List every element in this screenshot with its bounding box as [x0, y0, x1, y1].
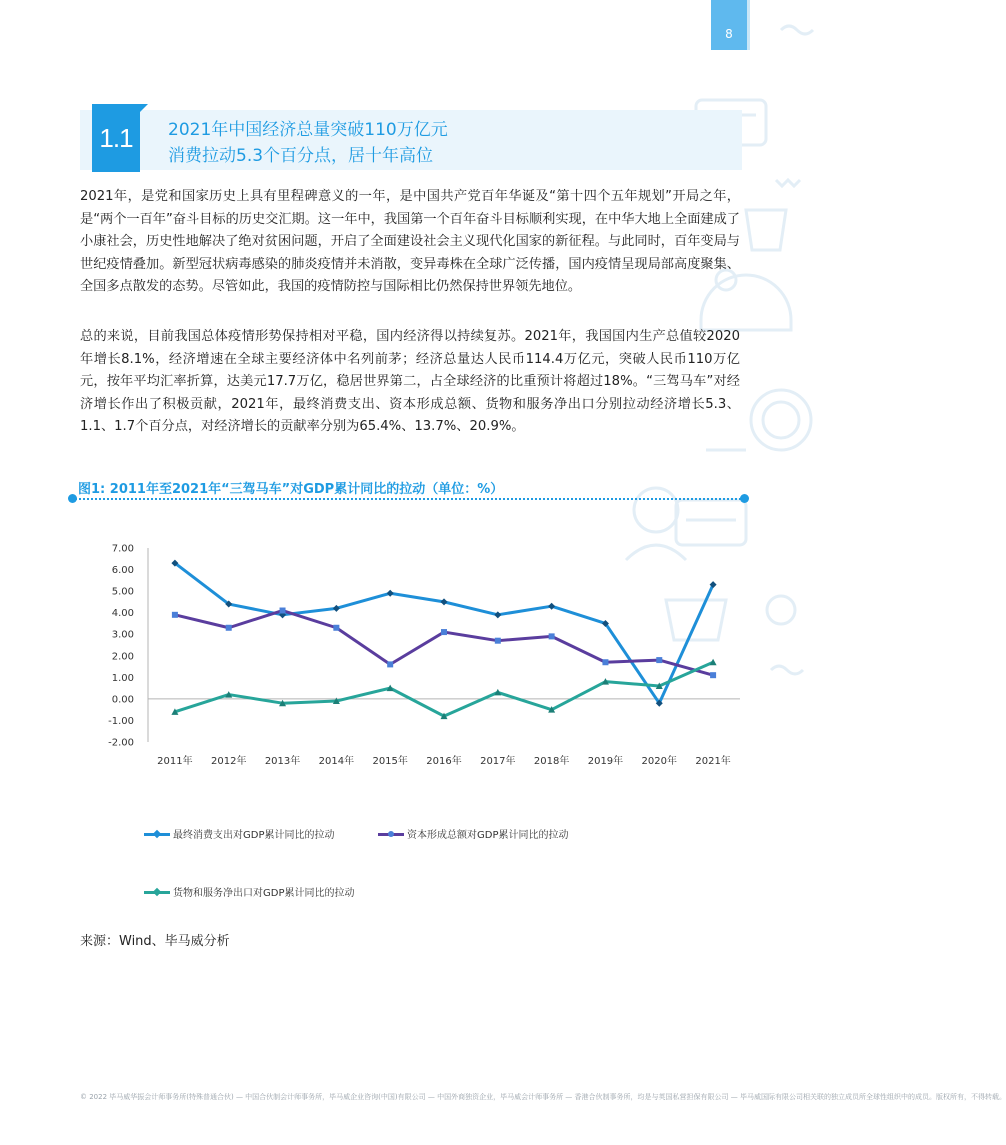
series-point-1 — [441, 629, 447, 635]
series-point-0 — [333, 605, 340, 612]
series-point-1 — [656, 657, 662, 663]
paragraph-1: 2021年，是党和国家历史上具有里程碑意义的一年，是中国共产党百年华诞及“第十四个五年规划”开局之年，是“两个一百年”奋斗目标的历史交汇期。这一年中，我国第一个百年奋斗目标顺利实现，在中华大地上全面建成了小康社会，历史性地解决了绝对贫困问题，开启了全面建设社会主义现代化国家的新征程。与此同时，百年变局与世纪疫情叠加。新型冠状病毒感染的肺炎疫情并未消散，变异毒株在全球广泛传播，国内疫情呈现局部高度聚集、全国多点散发的态势。尽管如此，我国的疫情防控与国际相比仍然保持世界领先地位。 — [80, 189, 740, 295]
page-number: 8 — [711, 0, 747, 50]
figure-rule — [72, 498, 744, 500]
legend-swatch-consumption — [144, 829, 170, 839]
legend-label-consumption: 最终消费支出对GDP累计同比的拉动 — [173, 830, 335, 841]
section-title-line1: 2021年中国经济总量突破110万亿元 — [168, 120, 448, 140]
y-tick-label: 5.00 — [111, 586, 134, 598]
x-tick-label: 2017年 — [480, 756, 516, 767]
series-point-1 — [602, 659, 608, 665]
series-point-1 — [226, 625, 232, 631]
y-tick-label: 7.00 — [111, 543, 134, 555]
x-tick-label: 2013年 — [264, 756, 301, 767]
x-tick-label: 2011年 — [157, 756, 193, 767]
y-tick-label: 4.00 — [111, 608, 134, 620]
source-note: 来源：Wind、毕马威分析 — [80, 934, 230, 949]
legend-swatch-capital — [378, 829, 404, 839]
legend-item-capital — [378, 826, 568, 841]
page-tab-accent — [747, 0, 750, 50]
y-tick-label: 1.00 — [111, 672, 134, 684]
x-tick-label: 2020年 — [641, 756, 677, 767]
x-tick-label: 2015年 — [372, 756, 408, 767]
y-tick-label: -1.00 — [108, 715, 134, 727]
y-tick-label: 6.00 — [111, 565, 134, 577]
x-tick-label: 2019年 — [587, 756, 624, 767]
legend-item-consumption — [144, 826, 334, 841]
series-line-2 — [175, 662, 713, 716]
x-tick-label: 2016年 — [426, 756, 462, 767]
legend-item-net-exports — [144, 884, 354, 899]
series-point-0 — [387, 590, 394, 597]
x-tick-label: 2018年 — [533, 756, 570, 767]
y-tick-label: 0.00 — [111, 694, 134, 706]
section-title-line2: 消费拉动5.3个百分点，居十年高位 — [168, 146, 434, 166]
series-point-0 — [494, 611, 501, 618]
y-tick-label: -2.00 — [108, 737, 134, 749]
series-point-1 — [710, 672, 716, 678]
series-point-0 — [441, 598, 448, 605]
section-number-corner — [140, 104, 148, 112]
legend-swatch-net-exports — [144, 887, 170, 897]
figure-rule-end-dot — [740, 494, 749, 503]
series-point-1 — [172, 612, 178, 618]
section-title — [168, 117, 448, 169]
line-chart — [80, 530, 740, 780]
legend-label-capital: 资本形成总额对GDP累计同比的拉动 — [407, 830, 569, 841]
series-point-1 — [280, 608, 286, 614]
figure-title: 图1: 2011年至2021年“三驾马车”对GDP累计同比的拉动（单位：%） — [78, 482, 504, 497]
x-tick-label: 2021年 — [695, 756, 731, 767]
y-tick-label: 3.00 — [111, 629, 134, 641]
series-point-1 — [495, 638, 501, 644]
paragraph-2: 总的来说，目前我国总体疫情形势保持相对平稳，国内经济得以持续复苏。2021年，我国国内生产总值较2020年增长8.1%，经济增速在全球主要经济体中名列前茅；经济总量达人民币114.4万亿元，突破人民币110万亿元，按年平均汇率折算，达美元17.7万亿，稳居世界第二，占全球经济的比重预计将超过18%。“三驾马车”对经济增长作出了积极贡献，2021年，最终消费支出、资本形成总额、货物和服务净出口分别拉动经济增长5.3、1.1、1.7个百分点，对经济增长的贡献率分别为65.4%、13.7%、20.9%。 — [80, 329, 740, 435]
series-point-0 — [548, 603, 555, 610]
legend-label-net-exports: 货物和服务净出口对GDP累计同比的拉动 — [173, 888, 355, 899]
series-point-1 — [387, 661, 393, 667]
x-tick-label: 2012年 — [211, 756, 247, 767]
x-tick-label: 2014年 — [318, 756, 355, 767]
y-tick-label: 2.00 — [111, 651, 134, 663]
series-point-1 — [333, 625, 339, 631]
series-point-1 — [549, 633, 555, 639]
section-number: 1.1 — [92, 104, 140, 172]
footer-copyright: © 2022 毕马威华振会计师事务所(特殊普通合伙) — 中国合伙制会计师事务所，毕马威企业咨询(中国)有限公司 — 中国外商独资企业，毕马威会计师事务所 — 香港合伙制事务所，均是与英国私营担保有限公司 — 毕马威国际有限公司相关联的独立成员所全球性组织中的成员。版权所有，不得转载。 — [80, 1093, 1006, 1101]
